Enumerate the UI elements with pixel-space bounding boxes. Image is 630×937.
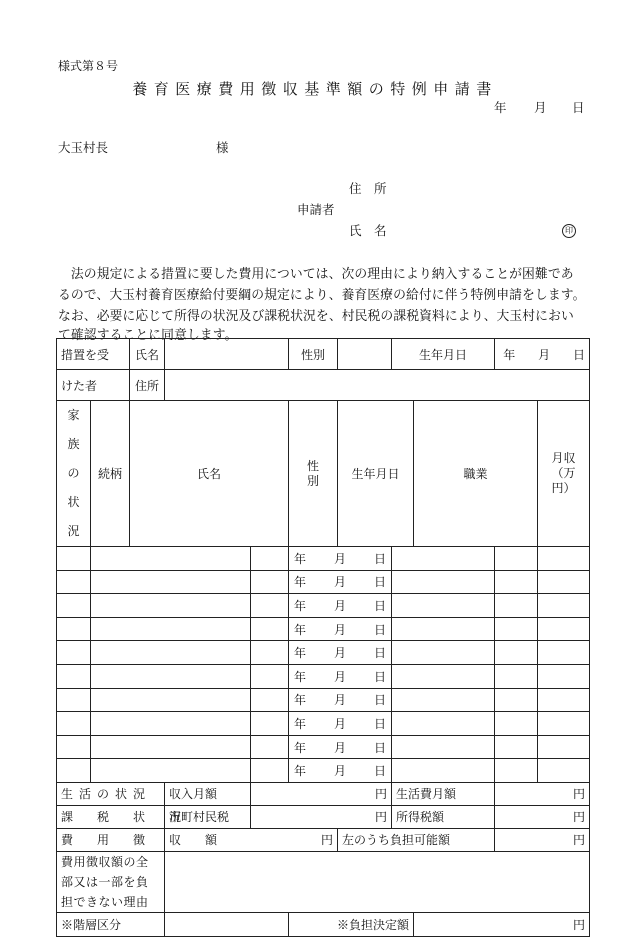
family-income-field[interactable]: [495, 735, 538, 759]
family-sex-field[interactable]: [251, 570, 289, 594]
family-birth-month-unit: 月: [334, 669, 347, 684]
yen-unit: 円: [573, 787, 586, 802]
family-name-field[interactable]: [91, 547, 251, 571]
family-birth-month-unit: 月: [334, 764, 347, 779]
family-name-field[interactable]: [91, 570, 251, 594]
family-income-field[interactable]: [495, 570, 538, 594]
page-title: 養育医療費用徴収基準額の特例申請書: [132, 80, 498, 98]
family-birthdate-header: 生年月日: [338, 401, 414, 547]
family-relation-field[interactable]: [57, 688, 91, 712]
subject-label-1: 措置を受: [57, 339, 130, 370]
seal-mark: 印: [562, 224, 576, 238]
family-birth-month-unit: 月: [334, 551, 347, 566]
family-relation-header: 続柄: [91, 401, 130, 547]
subject-label-2: けた者: [57, 370, 130, 401]
family-header-row: [57, 401, 590, 547]
family-birth-day-unit: 日: [374, 764, 387, 779]
family-birth-month-unit: 月: [334, 646, 347, 661]
family-birth-year-unit: 年: [293, 622, 306, 637]
address-label: 住 所: [349, 181, 387, 196]
family-birth-month-unit: 月: [334, 693, 347, 708]
tax-label: 課 税 状 況: [57, 805, 165, 828]
subject-row-address: [57, 370, 590, 401]
family-sex-header: 性 別: [289, 401, 338, 547]
family-occupation-field[interactable]: [392, 759, 495, 783]
applicant-label: 申請者: [297, 202, 335, 217]
family-health-field[interactable]: [538, 594, 590, 618]
family-income-field[interactable]: [495, 688, 538, 712]
family-occupation-field[interactable]: [392, 570, 495, 594]
family-health-field[interactable]: [538, 641, 590, 665]
family-income-field[interactable]: [495, 712, 538, 736]
family-birthdate-field[interactable]: [289, 735, 392, 759]
family-name-field[interactable]: [91, 688, 251, 712]
class-label: ※階層区分: [57, 912, 165, 936]
decision-label: ※負担決定額: [289, 912, 414, 936]
family-birth-month-unit: 月: [334, 740, 347, 755]
family-birth-month-unit: 月: [334, 598, 347, 613]
family-birth-day-unit: 日: [374, 669, 387, 684]
family-occupation-field[interactable]: [392, 735, 495, 759]
income-tax-label: 所得税額: [392, 805, 495, 828]
family-relation-field[interactable]: [57, 664, 91, 688]
application-table: [56, 338, 590, 937]
family-occupation-field[interactable]: [392, 688, 495, 712]
subject-birthdate-label: 生年月日: [392, 339, 495, 370]
family-name-field[interactable]: [91, 617, 251, 641]
date-day: 日: [572, 100, 585, 115]
family-occupation-field[interactable]: [392, 617, 495, 641]
name-label: 氏 名: [349, 223, 387, 238]
family-birth-day-unit: 日: [374, 716, 387, 731]
family-birth-day-unit: 日: [374, 598, 387, 613]
body-line-3: なお、必要に応じて所得の状況及び課税状況を、村民税の課税資料により、大玉村におい: [58, 309, 574, 324]
living-label: 生活の状況: [57, 782, 165, 805]
yen-unit: 円: [375, 787, 388, 802]
reason-label-line-2: 部又は一部を負: [61, 874, 149, 889]
reason-field[interactable]: [165, 851, 590, 912]
subject-birthdate-field[interactable]: [495, 339, 590, 370]
family-income-field[interactable]: [495, 641, 538, 665]
tax-row: [57, 805, 590, 828]
family-health-field[interactable]: [538, 570, 590, 594]
subject-address-label: 住所: [130, 370, 165, 401]
birth-day-unit: 日: [573, 347, 586, 362]
birth-month-unit: 月: [538, 347, 551, 362]
income-monthly-field[interactable]: [251, 782, 392, 805]
family-birth-year-unit: 年: [293, 716, 306, 731]
collection-label: 費 用 徴 収 額: [57, 828, 165, 851]
family-birthdate-field[interactable]: [289, 712, 392, 736]
family-health-field[interactable]: [538, 617, 590, 641]
decision-row: [57, 912, 590, 936]
family-row: [57, 688, 590, 712]
family-sex-field[interactable]: [251, 594, 289, 618]
family-name-field[interactable]: [91, 594, 251, 618]
family-birth-year-unit: 年: [293, 764, 306, 779]
payable-field[interactable]: [495, 828, 590, 851]
family-sex-field[interactable]: [251, 617, 289, 641]
family-birth-day-unit: 日: [374, 622, 387, 637]
family-name-field[interactable]: [91, 759, 251, 783]
subject-row-name: [57, 339, 590, 370]
family-birth-month-unit: 月: [334, 622, 347, 637]
family-name-field[interactable]: [91, 664, 251, 688]
family-birth-day-unit: 日: [374, 740, 387, 755]
family-income-field[interactable]: [495, 617, 538, 641]
family-row: [57, 617, 590, 641]
yen-unit: 円: [375, 810, 388, 825]
family-relation-field[interactable]: [57, 641, 91, 665]
family-income-field[interactable]: [495, 594, 538, 618]
family-occupation-field[interactable]: [392, 641, 495, 665]
family-birth-year-unit: 年: [293, 598, 306, 613]
income-tax-field[interactable]: [495, 805, 590, 828]
family-relation-field[interactable]: [57, 594, 91, 618]
family-row: [57, 641, 590, 665]
family-birthdate-field[interactable]: [289, 688, 392, 712]
family-income-field[interactable]: [495, 759, 538, 783]
family-sex-field[interactable]: [251, 641, 289, 665]
yen-unit: 円: [573, 833, 586, 848]
collection-row: [57, 828, 590, 851]
family-occupation-field[interactable]: [392, 712, 495, 736]
family-occupation-field[interactable]: [392, 664, 495, 688]
family-row: [57, 570, 590, 594]
family-row: [57, 547, 590, 571]
birth-year-unit: 年: [503, 347, 516, 362]
family-birth-year-unit: 年: [293, 669, 306, 684]
seal-icon: [562, 221, 576, 238]
decision-field[interactable]: [414, 912, 590, 936]
subject-sex-field[interactable]: [338, 339, 392, 370]
family-relation-field[interactable]: [57, 570, 91, 594]
living-expense-label: 生活費月額: [392, 782, 495, 805]
living-row: [57, 782, 590, 805]
body-line-1: 法の規定による措置に要した費用については、次の理由により納入することが困難であ: [58, 267, 574, 282]
family-sex-field[interactable]: [251, 547, 289, 571]
family-name-field[interactable]: [91, 641, 251, 665]
family-birth-month-unit: 月: [334, 575, 347, 590]
family-health-field[interactable]: [538, 712, 590, 736]
family-row: [57, 735, 590, 759]
family-income-field[interactable]: [495, 664, 538, 688]
reason-label-line-3: 担できない理由: [61, 894, 149, 909]
family-birth-year-unit: 年: [293, 551, 306, 566]
family-occupation-field[interactable]: [392, 594, 495, 618]
reason-row: [57, 851, 590, 912]
family-row: [57, 594, 590, 618]
family-birth-year-unit: 年: [293, 693, 306, 708]
family-relation-field[interactable]: [57, 759, 91, 783]
reason-label: [57, 851, 165, 912]
family-sex-field[interactable]: [251, 664, 289, 688]
family-row: [57, 712, 590, 736]
family-birthdate-field[interactable]: [289, 570, 392, 594]
family-occupation-field[interactable]: [392, 547, 495, 571]
family-row: [57, 664, 590, 688]
family-relation-field[interactable]: [57, 617, 91, 641]
family-occupation-header: 職業: [414, 401, 538, 547]
family-sex-field[interactable]: [251, 712, 289, 736]
family-birthdate-field[interactable]: [289, 664, 392, 688]
family-birthdate-field[interactable]: [289, 547, 392, 571]
addressee-honorific: 様: [216, 140, 229, 155]
subject-name-field[interactable]: [165, 339, 289, 370]
date-month: 月: [534, 100, 547, 115]
payable-label: 左のうち負担可能額: [338, 828, 495, 851]
family-income-field[interactable]: [495, 547, 538, 571]
date-year: 年: [494, 100, 507, 115]
family-health-field[interactable]: [538, 547, 590, 571]
family-sex-field[interactable]: [251, 759, 289, 783]
class-field[interactable]: [165, 912, 289, 936]
municipal-tax-label: 市町村民税: [165, 805, 251, 828]
yen-unit: 円: [573, 810, 586, 825]
living-expense-field[interactable]: [495, 782, 590, 805]
form-number: 様式第８号: [58, 59, 119, 73]
family-relation-field[interactable]: [57, 712, 91, 736]
family-birth-year-unit: 年: [293, 646, 306, 661]
family-birthdate-field[interactable]: [289, 759, 392, 783]
family-sex-field[interactable]: [251, 688, 289, 712]
family-health-field[interactable]: [538, 759, 590, 783]
family-birth-day-unit: 日: [374, 693, 387, 708]
addressee-name: 大玉村長: [58, 140, 109, 155]
family-birth-month-unit: 月: [334, 716, 347, 731]
family-birth-day-unit: 日: [374, 646, 387, 661]
family-health-field[interactable]: [538, 735, 590, 759]
family-income-header: 月収 （万 円）: [538, 401, 590, 547]
family-section-label: 家 族 の 状 況: [57, 401, 91, 547]
family-relation-field[interactable]: [57, 547, 91, 571]
subject-name-label: 氏名: [130, 339, 165, 370]
family-birth-day-unit: 日: [374, 551, 387, 566]
income-monthly-label: 収入月額: [165, 782, 251, 805]
family-birthdate-field[interactable]: [289, 617, 392, 641]
municipal-tax-field[interactable]: [251, 805, 392, 828]
family-name-field[interactable]: [91, 712, 251, 736]
family-name-header: 氏名: [130, 401, 289, 547]
body-line-2: るので、大玉村養育医療給付要綱の規定により、養育医療の給付に伴う特例申請をします。: [58, 288, 586, 303]
family-birthdate-field[interactable]: [289, 641, 392, 665]
yen-unit: 円: [321, 833, 334, 848]
family-sex-field[interactable]: [251, 735, 289, 759]
body-line-4: て確認することに同意します。: [58, 328, 238, 343]
family-row: [57, 759, 590, 783]
subject-sex-label: 性別: [289, 339, 338, 370]
family-relation-field[interactable]: [57, 735, 91, 759]
subject-address-field[interactable]: [165, 370, 590, 401]
family-birth-year-unit: 年: [293, 575, 306, 590]
family-birth-day-unit: 日: [374, 575, 387, 590]
family-name-field[interactable]: [91, 735, 251, 759]
yen-unit: 円: [573, 917, 586, 932]
family-health-field[interactable]: [538, 664, 590, 688]
family-birthdate-field[interactable]: [289, 594, 392, 618]
family-birth-year-unit: 年: [293, 740, 306, 755]
reason-label-line-1: 費用徴収額の全: [61, 854, 149, 869]
family-health-field[interactable]: [538, 688, 590, 712]
